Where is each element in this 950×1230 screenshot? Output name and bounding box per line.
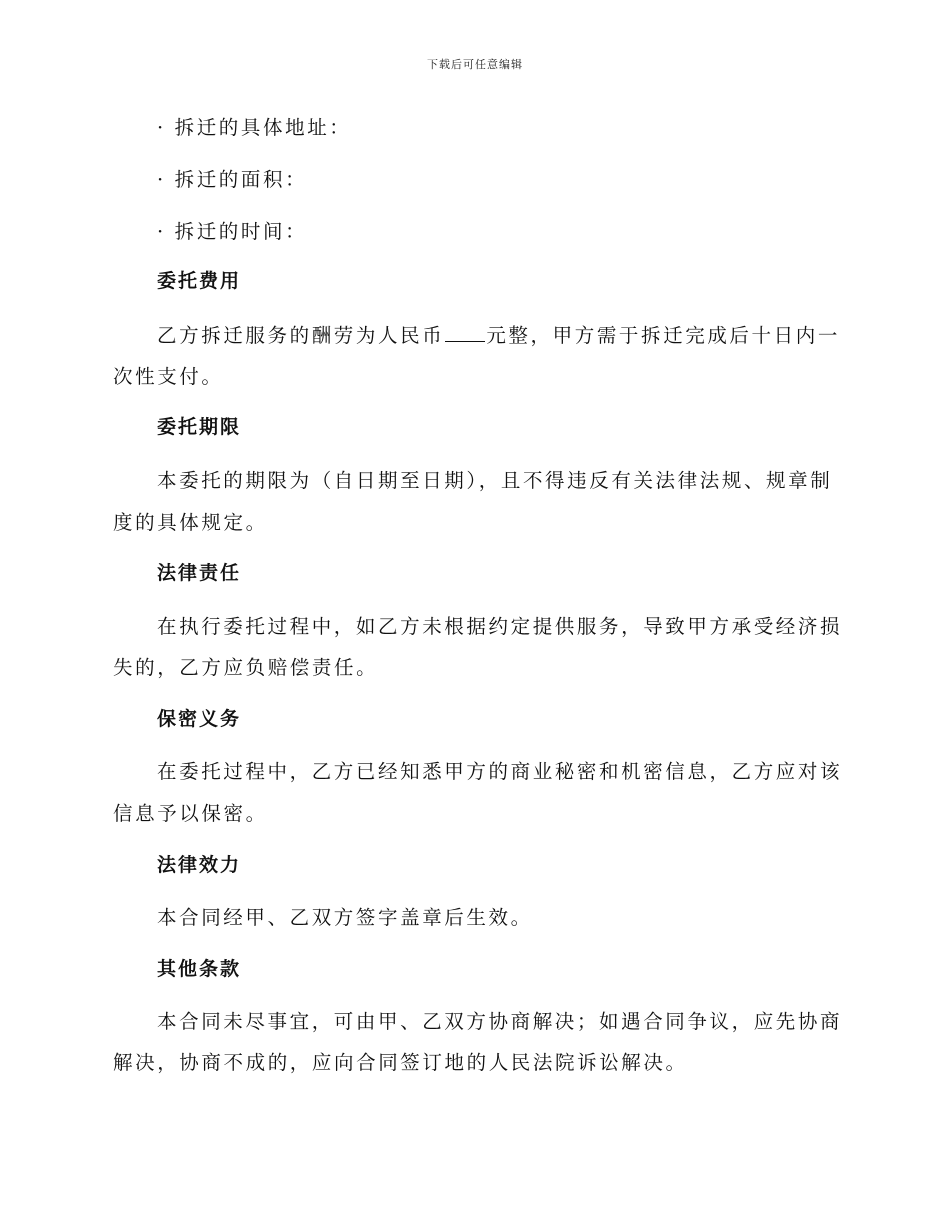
section-heading-liability: 法律责任	[157, 562, 242, 584]
other-paragraph-line-2: 解决，协商不成的，应向合同签订地的人民法院诉讼解决。	[113, 1051, 688, 1074]
section-heading-term: 委托期限	[157, 416, 242, 438]
term-paragraph-line-2: 度的具体规定。	[113, 511, 268, 534]
fee-text-before-blank: 乙方拆迁服务的酬劳为人民币	[157, 324, 445, 347]
amount-blank	[445, 325, 485, 342]
section-heading-effect: 法律效力	[157, 854, 242, 876]
bullet-demolition-time: · 拆迁的时间：	[157, 220, 308, 243]
section-heading-fee: 委托费用	[157, 270, 242, 292]
effect-paragraph-line-1: 本合同经甲、乙双方签字盖章后生效。	[157, 906, 533, 929]
section-heading-confidentiality: 保密义务	[157, 708, 242, 730]
fee-paragraph-line-2: 次性支付。	[113, 365, 224, 388]
page-header-note: 下载后可任意编辑	[427, 58, 523, 71]
confidentiality-paragraph-line-1: 在委托过程中，乙方已经知悉甲方的商业秘密和机密信息，乙方应对该	[157, 760, 843, 783]
fee-text-after-blank: 元整，甲方需于拆迁完成后十日内一	[486, 324, 840, 347]
fee-paragraph-line-1	[157, 325, 877, 346]
other-paragraph-line-1: 本合同未尽事宜，可由甲、乙双方协商解决；如遇合同争议，应先协商	[157, 1010, 843, 1033]
term-paragraph-line-1: 本委托的期限为（自日期至日期），且不得违反有关法律法规、规章制	[157, 469, 833, 492]
bullet-demolition-area: · 拆迁的面积：	[157, 168, 308, 191]
liability-paragraph-line-1: 在执行委托过程中，如乙方未根据约定提供服务，导致甲方承受经济损	[157, 615, 843, 638]
confidentiality-paragraph-line-2: 信息予以保密。	[113, 802, 268, 825]
bullet-demolition-address: · 拆迁的具体地址：	[157, 116, 352, 139]
liability-paragraph-line-2: 失的，乙方应负赔偿责任。	[113, 656, 379, 679]
section-heading-other: 其他条款	[157, 958, 242, 980]
